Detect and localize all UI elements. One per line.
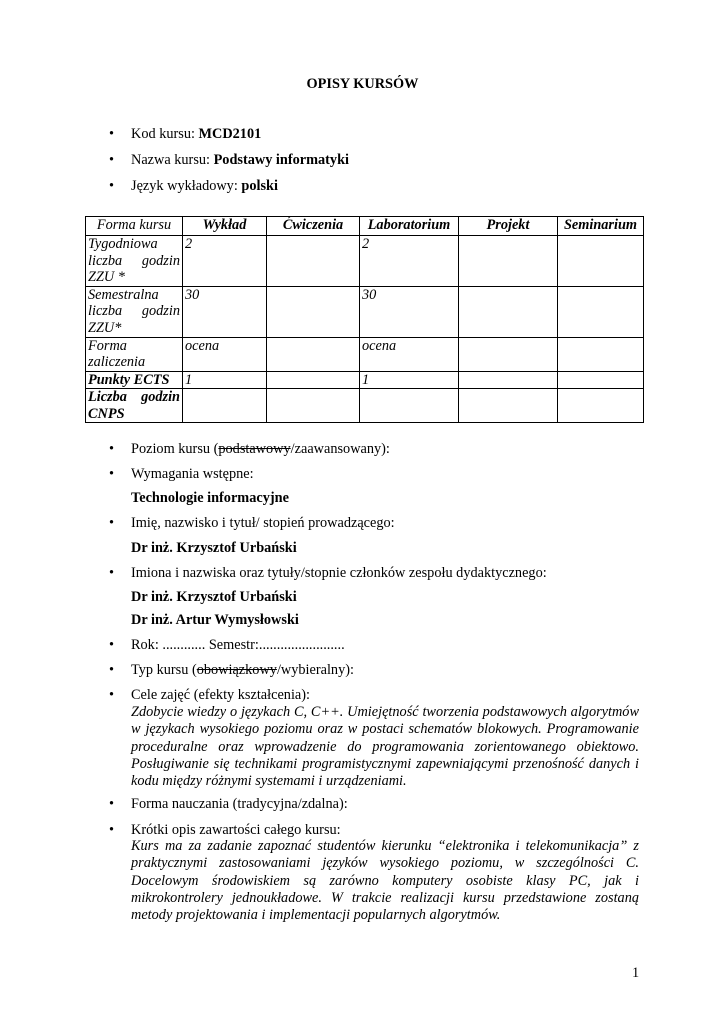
table-header-cell: Laboratorium — [360, 217, 459, 236]
summary-text: Kurs ma za zadanie zapoznać studentów kierunku “elektronika i telekomunikacja” z praktycznymi zastosowaniami języków wysokiego poziomu, w szczególności C. Docelowym środowiskiem są zarówno komputery osobiste klasy PC, jak i mikrokontrolery jednoukładowe. W trakcie realizacji kursu przedstawione zostaną metody projektowania i implementacji popularnych algorytmów. — [131, 838, 639, 924]
table-cell — [267, 236, 360, 287]
bullet: • — [109, 662, 115, 678]
table-cell: ocena — [183, 337, 267, 371]
table-cell: 30 — [360, 286, 459, 337]
table-row — [86, 236, 644, 287]
requirements-label: Wymagania wstępne: — [131, 466, 254, 482]
table-row — [86, 371, 644, 389]
table-cell — [360, 389, 459, 423]
lecturer-label: Imię, nazwisko i tytuł/ stopień prowadzącego: — [131, 515, 395, 531]
requirements-value: Technologie informacyjne — [131, 490, 289, 506]
table-cell — [558, 236, 644, 287]
bullet: • — [109, 822, 115, 838]
table-cell — [459, 286, 558, 337]
row-header: Punkty ECTS — [86, 371, 183, 389]
bullet: • — [109, 466, 115, 482]
course-level-prefix: Poziom kursu ( — [131, 441, 219, 457]
table-header-cell: Seminarium — [558, 217, 644, 236]
table-cell — [459, 371, 558, 389]
table-row — [86, 337, 644, 371]
lecturer-value: Dr inż. Krzysztof Urbański — [131, 540, 297, 556]
language-line — [131, 177, 278, 195]
table-cell — [267, 286, 360, 337]
page-number: 1 — [632, 965, 640, 981]
row-header: Semestralna liczba godzin ZZU* — [86, 286, 183, 337]
table-cell: ocena — [360, 337, 459, 371]
language-label: Język wykładowy: — [131, 178, 242, 194]
course-type-suffix: /wybieralny): — [276, 662, 354, 678]
table-header-cell: Ćwiczenia — [267, 217, 360, 236]
table-cell — [267, 337, 360, 371]
bullet: • — [109, 441, 115, 457]
row-header: Liczba godzin CNPS — [86, 389, 183, 423]
table-cell: 1 — [360, 371, 459, 389]
course-name-line — [131, 151, 349, 169]
course-type-prefix: Typ kursu ( — [131, 662, 197, 678]
bullet: • — [109, 565, 115, 581]
bullet: • — [109, 126, 115, 142]
table-cell — [183, 389, 267, 423]
row-header: Forma zaliczenia — [86, 337, 183, 371]
bullet: • — [109, 178, 115, 194]
page-title: OPISY KURSÓW — [306, 76, 419, 92]
bullet: • — [109, 515, 115, 531]
course-level-struck: podstawowy — [218, 441, 291, 457]
table-cell — [459, 337, 558, 371]
team-member: Dr inż. Artur Wymysłowski — [131, 612, 299, 628]
course-code-line — [131, 125, 261, 143]
table-cell — [558, 389, 644, 423]
table-header-cell: Forma kursu — [86, 217, 183, 236]
bullet: • — [109, 152, 115, 168]
summary-label: Krótki opis zawartości całego kursu: — [131, 822, 341, 838]
course-level-line — [131, 440, 390, 458]
table-cell: 30 — [183, 286, 267, 337]
table-cell — [558, 337, 644, 371]
table-cell: 2 — [360, 236, 459, 287]
course-level-suffix: /zaawansowany): — [290, 441, 390, 457]
bullet: • — [109, 637, 115, 653]
table-cell: 2 — [183, 236, 267, 287]
bullet: • — [109, 687, 115, 703]
course-type-line — [131, 661, 354, 679]
table-header-cell: Wykład — [183, 217, 267, 236]
team-member: Dr inż. Krzysztof Urbański — [131, 589, 297, 605]
table-header-cell: Projekt — [459, 217, 558, 236]
course-name-value: Podstawy informatyki — [213, 152, 350, 168]
row-header: Tygodniowa liczba godzin ZZU * — [86, 236, 183, 287]
table-cell — [459, 236, 558, 287]
language-value: polski — [241, 178, 278, 194]
team-label: Imiona i nazwiska oraz tytuły/stopnie członków zespołu dydaktycznego: — [131, 565, 547, 581]
table-cell — [267, 389, 360, 423]
table-row — [86, 389, 644, 423]
course-code-label: Kod kursu: — [131, 126, 199, 142]
table-row — [86, 286, 644, 337]
table-cell — [267, 371, 360, 389]
table-cell — [558, 286, 644, 337]
course-code-value: MCD2101 — [198, 126, 262, 142]
goals-label: Cele zajęć (efekty kształcenia): — [131, 687, 310, 703]
table-cell — [459, 389, 558, 423]
course-hours-table — [85, 216, 644, 423]
table-cell: 1 — [183, 371, 267, 389]
teaching-form-line: Forma nauczania (tradycyjna/zdalna): — [131, 796, 348, 812]
table-cell — [558, 371, 644, 389]
goals-text: Zdobycie wiedzy o językach C, C++. Umiejętność tworzenia podstawowych algorytmów w językach wysokiego poziomu oraz w postaci schematów blokowych. Programowanie proceduralne oraz wprowadzenie do programowania zorientowanego obiektowo. Posługiwanie się technikami programistycznymi zapewniającymi przenośność danych i kodu między różnymi systemami i urządzeniami. — [131, 704, 639, 790]
bullet: • — [109, 796, 115, 812]
course-type-struck: obowiązkowy — [196, 662, 277, 678]
course-name-label: Nazwa kursu: — [131, 152, 214, 168]
table-header-row — [86, 217, 644, 236]
year-semester-line: Rok: ............ Semestr:........................ — [131, 637, 345, 653]
